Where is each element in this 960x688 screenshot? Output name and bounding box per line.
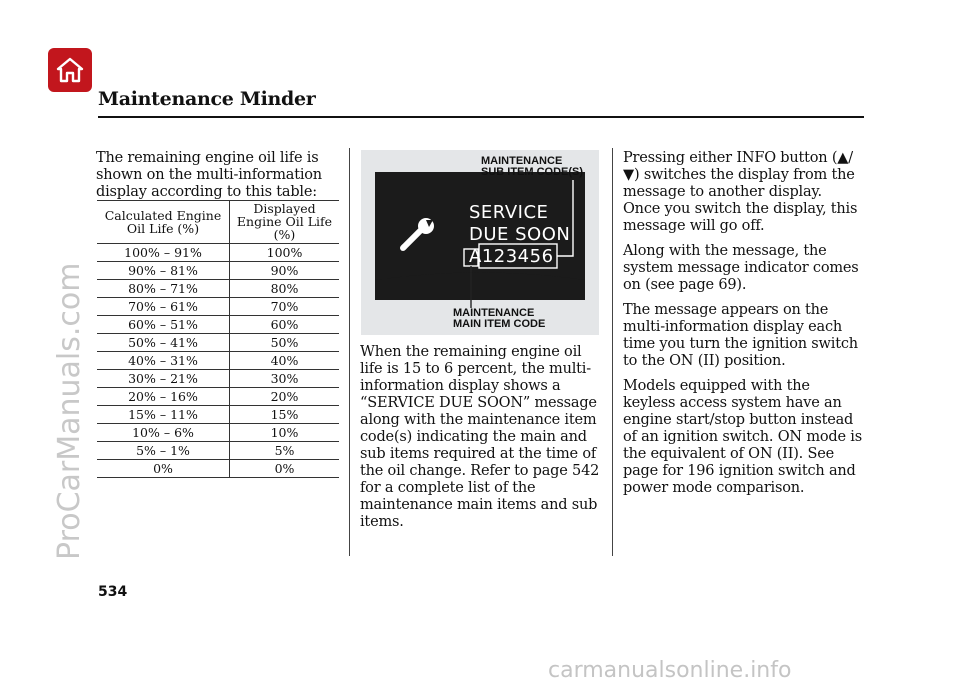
table-row	[97, 244, 339, 262]
calculated-oil-life-cell: 50% – 41%	[97, 334, 230, 352]
display-code: A123456	[469, 246, 554, 267]
displayed-oil-life-cell: 15%	[230, 406, 340, 424]
column-3	[623, 150, 863, 505]
column-divider-2	[612, 148, 613, 556]
displayed-oil-life-cell: 100%	[230, 244, 340, 262]
displayed-oil-life-cell: 60%	[230, 316, 340, 334]
oil-life-paragraph: When the remaining engine oil life is 15 to 6 percent, the multi-information display shows a “SERVICE DUE SOON” message along with the maintenance item code(s) indicating the main and sub items required at the time of the oil change. Refer to page 542 for a complete list of the maintenance main items and sub items.	[360, 344, 600, 530]
calculated-oil-life-cell: 70% – 61%	[97, 298, 230, 316]
column-2	[360, 344, 605, 539]
displayed-oil-life-cell: 30%	[230, 370, 340, 388]
displayed-oil-life-cell: 80%	[230, 280, 340, 298]
displayed-oil-life-cell: 0%	[230, 460, 340, 478]
watermark-side: ProCarManuals.com	[52, 262, 87, 560]
calculated-oil-life-cell: 60% – 51%	[97, 316, 230, 334]
display-illustration	[361, 150, 599, 335]
paragraph-indicator: Along with the message, the system message indicator comes on (see page 69).	[623, 243, 859, 293]
sub-item-label: MAINTENANCE SUB ITEM CODE(S)	[481, 155, 584, 178]
paragraph-keyless: Models equipped with the keyless access system have an engine start/stop button instead of an ignition switch. ON mode is the equivalent of ON (II). See page for 196 ignition switch and power mode comparison.	[623, 378, 862, 496]
table-header-row	[97, 201, 339, 244]
displayed-oil-life-cell: 5%	[230, 442, 340, 460]
calculated-oil-life-cell: 90% – 81%	[97, 262, 230, 280]
paragraph-info-button: Pressing either INFO button (▲/▼) switches the display from the message to another display. Once you switch the display, this message will go off.	[623, 150, 858, 234]
main-item-label: MAINTENANCE MAIN ITEM CODE	[453, 307, 546, 330]
table-row	[97, 334, 339, 352]
displayed-oil-life-cell: 70%	[230, 298, 340, 316]
display-line-due-soon: DUE SOON	[469, 224, 571, 245]
table-row	[97, 280, 339, 298]
table-header-calculated: Calculated Engine Oil Life (%)	[97, 201, 230, 244]
table-row	[97, 316, 339, 334]
paragraph-ignition: The message appears on the multi-information display each time you turn the ignition switch to the ON (II) position.	[623, 302, 858, 369]
table-row	[97, 442, 339, 460]
home-button[interactable]	[48, 48, 92, 92]
oil-life-table	[97, 200, 339, 478]
table-row	[97, 406, 339, 424]
section-title: Maintenance Minder	[98, 88, 316, 110]
calculated-oil-life-cell: 10% – 6%	[97, 424, 230, 442]
page-number: 534	[98, 584, 128, 600]
calculated-oil-life-cell: 0%	[97, 460, 230, 478]
column-divider-1	[349, 148, 350, 556]
table-row	[97, 298, 339, 316]
table-row	[97, 388, 339, 406]
table-row	[97, 370, 339, 388]
intro-paragraph: The remaining engine oil life is shown on the multi-information display according to this table:	[96, 150, 322, 200]
calculated-oil-life-cell: 30% – 21%	[97, 370, 230, 388]
home-icon	[55, 56, 85, 84]
watermark-bottom: carmanualsonline.info	[548, 658, 792, 683]
table-row	[97, 424, 339, 442]
display-line-service: SERVICE	[469, 202, 549, 223]
table-body	[97, 244, 339, 478]
table-header-displayed: Displayed Engine Oil Life (%)	[230, 201, 340, 244]
displayed-oil-life-cell: 40%	[230, 352, 340, 370]
displayed-oil-life-cell: 10%	[230, 424, 340, 442]
calculated-oil-life-cell: 80% – 71%	[97, 280, 230, 298]
table-row	[97, 352, 339, 370]
calculated-oil-life-cell: 20% – 16%	[97, 388, 230, 406]
calculated-oil-life-cell: 40% – 31%	[97, 352, 230, 370]
table-row	[97, 460, 339, 478]
calculated-oil-life-cell: 5% – 1%	[97, 442, 230, 460]
displayed-oil-life-cell: 50%	[230, 334, 340, 352]
displayed-oil-life-cell: 90%	[230, 262, 340, 280]
displayed-oil-life-cell: 20%	[230, 388, 340, 406]
table-row	[97, 262, 339, 280]
calculated-oil-life-cell: 100% – 91%	[97, 244, 230, 262]
calculated-oil-life-cell: 15% – 11%	[97, 406, 230, 424]
title-divider	[98, 116, 864, 118]
